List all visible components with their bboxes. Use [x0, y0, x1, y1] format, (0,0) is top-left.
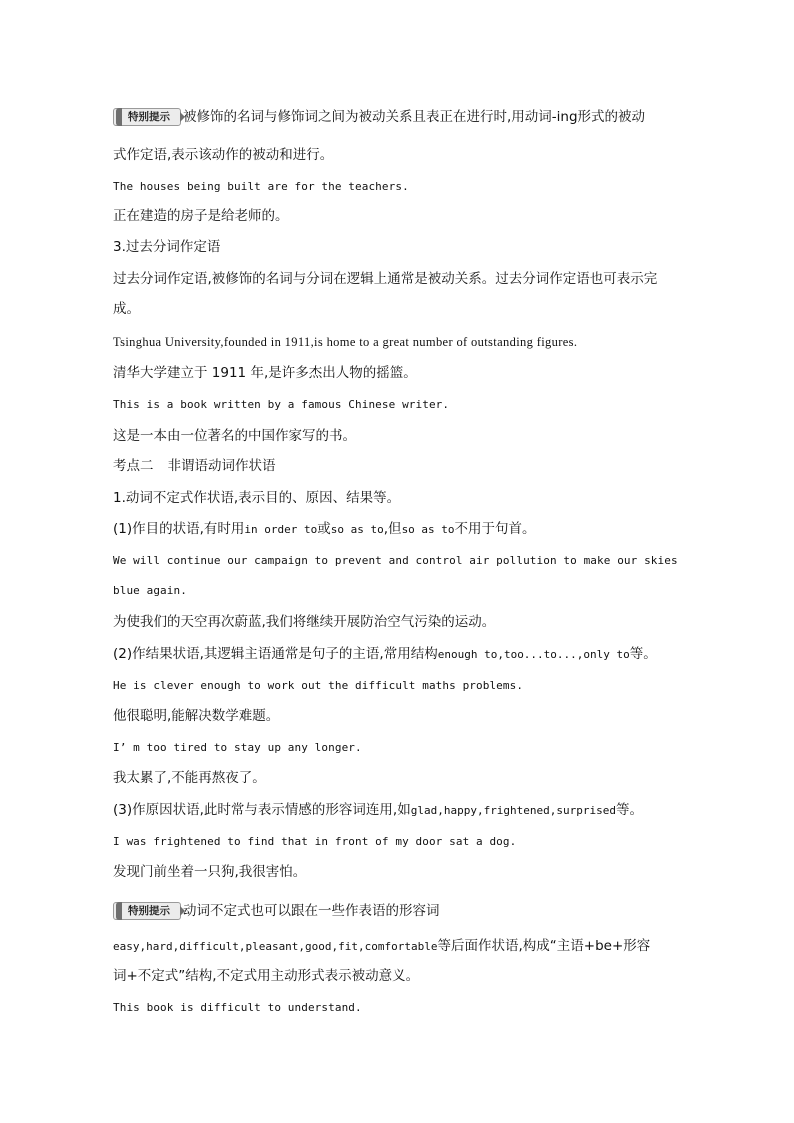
tip-text-continued: 词+不定式”结构,不定式用主动形式表示被动意义。 — [113, 968, 420, 984]
point-heading — [113, 457, 276, 475]
example-chinese: 为使我们的天空再次蔚蓝,我们将继续开展防治空气污染的运动。 — [113, 614, 496, 630]
tip-text-continued: easy,hard,difficult,pleasant,good,fit,comfortable等后面作状语,构成“主语+be+形容 — [113, 938, 651, 954]
section-heading: 3.过去分词作定语 — [113, 239, 221, 255]
example-chinese: 发现门前坐着一只狗,我很害怕。 — [113, 864, 307, 880]
example-english: This is a book written by a famous Chinese writer. — [113, 398, 450, 411]
tip-line-1 — [113, 108, 645, 126]
rule-purpose: (1)作目的状语,有时用in order to或so as to,但so as to不用于句首。 — [113, 521, 536, 537]
section-description: 过去分词作定语,被修饰的名词与分词在逻辑上通常是被动关系。过去分词作定语也可表示完 — [113, 271, 658, 287]
example-chinese: 他很聪明,能解决数学难题。 — [113, 708, 280, 724]
example-chinese: 清华大学建立于 1911 年,是许多杰出人物的摇篮。 — [113, 365, 417, 381]
tip-line-2 — [113, 902, 440, 920]
example-chinese: 我太累了,不能再熬夜了。 — [113, 770, 266, 786]
tip-text: 动词不定式也可以跟在一些作表语的形容词 — [183, 903, 440, 919]
example-english: He is clever enough to work out the difficult maths problems. — [113, 679, 524, 692]
example-chinese: 正在建造的房子是给老师的。 — [113, 208, 289, 224]
example-english: The houses being built are for the teachers. — [113, 180, 409, 193]
rule-reason: (3)作原因状语,此时常与表示情感的形容词连用,如glad,happy,frightened,surprised等。 — [113, 802, 644, 818]
example-english: I’ m too tired to stay up any longer. — [113, 741, 362, 754]
rule-result: (2)作结果状语,其逻辑主语通常是句子的主语,常用结构enough to,too...to...,only to等。 — [113, 646, 657, 662]
example-english-continued: blue again. — [113, 584, 187, 597]
special-tip-badge: 特别提示 — [113, 108, 181, 126]
example-english: This book is difficult to understand. — [113, 1001, 362, 1014]
tip-text: 被修饰的名词与修饰词之间为被动关系且表正在进行时,用动词-ing形式的被动 — [183, 109, 646, 125]
example-english: I was frightened to find that in front of my door sat a dog. — [113, 835, 517, 848]
section-description-continued: 成。 — [113, 301, 140, 317]
point-title: 非谓语动词作状语 — [167, 458, 276, 474]
example-chinese: 这是一本由一位著名的中国作家写的书。 — [113, 428, 356, 444]
tip-text-continued: 式作定语,表示该动作的被动和进行。 — [113, 147, 334, 163]
special-tip-badge: 特别提示 — [113, 902, 181, 920]
point-label: 考点二 — [113, 458, 154, 474]
subsection-heading: 1.动词不定式作状语,表示目的、原因、结果等。 — [113, 490, 401, 506]
example-english: We will continue our campaign to prevent and control air pollution to make our skies — [113, 554, 678, 567]
example-english: Tsinghua University,founded in 1911,is home to a great number of outstanding figures. — [113, 335, 578, 349]
